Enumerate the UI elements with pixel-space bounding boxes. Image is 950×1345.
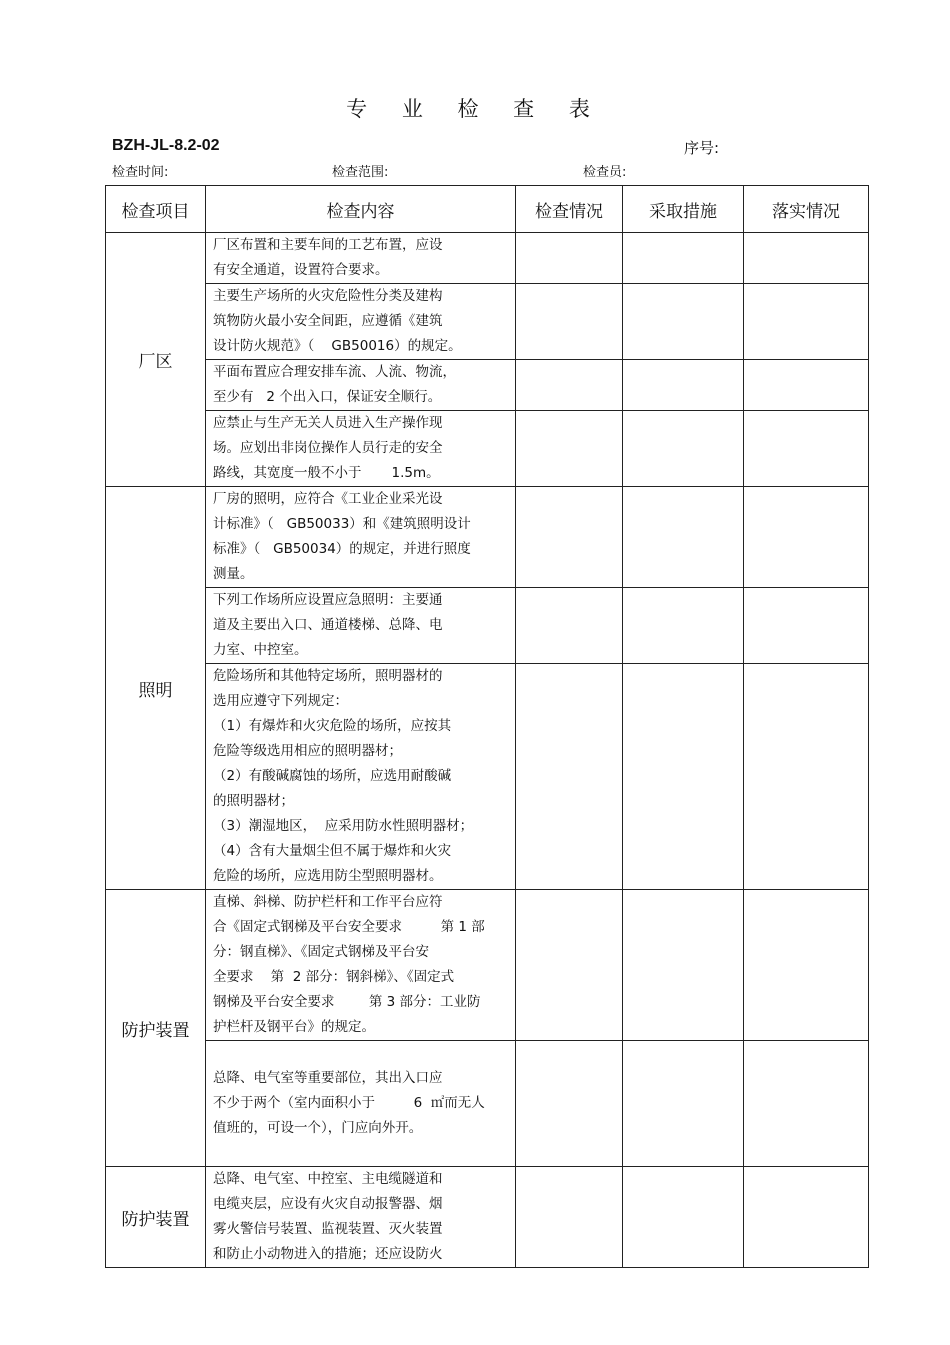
content-line: 总降、电气室等重要部位，其出入口应: [213, 1070, 443, 1086]
implementation-cell[interactable]: [744, 1041, 869, 1167]
content-line: 电缆夹层，应设有火灾自动报警器、烟: [213, 1196, 443, 1212]
table-row: [106, 487, 869, 588]
measures-cell[interactable]: [623, 487, 744, 588]
category-cell: 防护装置: [106, 890, 206, 1167]
content-line: 设计防火规范》（ GB50016）的规定。: [213, 338, 462, 354]
content-cell: [206, 360, 516, 411]
content-line: 力室、中控室。: [213, 642, 308, 658]
content-cell: [206, 233, 516, 284]
measures-cell[interactable]: [623, 411, 744, 487]
status-cell[interactable]: [516, 487, 623, 588]
implementation-cell[interactable]: [744, 411, 869, 487]
content-line: 全要求 第 2 部分：钢斜梯》、《固定式: [213, 969, 455, 985]
content-line: 厂区布置和主要车间的工艺布置，应设: [213, 237, 443, 253]
content-line: 直梯、斜梯、防护栏杆和工作平台应符: [213, 894, 443, 910]
content-line: 场。应划出非岗位操作人员行走的安全: [213, 440, 443, 456]
header-measures: 采取措施: [623, 186, 744, 233]
implementation-cell[interactable]: [744, 487, 869, 588]
table-row: [106, 360, 869, 411]
table-row: [106, 890, 869, 1041]
content-line: 危险等级选用相应的照明器材；: [213, 743, 402, 759]
table-row: [106, 284, 869, 360]
header-implementation: 落实情况: [744, 186, 869, 233]
table-row: [106, 1041, 869, 1167]
content-line: 平面布置应合理安排车流、人流、物流，: [213, 364, 456, 380]
content-line: 路线，其宽度一般不小于 1.5m。: [213, 465, 440, 481]
measures-cell[interactable]: [623, 360, 744, 411]
category-cell: 厂区: [106, 233, 206, 487]
status-cell[interactable]: [516, 411, 623, 487]
content-cell: [206, 284, 516, 360]
content-line: 危险的场所，应选用防尘型照明器材。: [213, 868, 443, 884]
status-cell[interactable]: [516, 284, 623, 360]
content-line: （4）含有大量烟尘但不属于爆炸和火灾: [213, 843, 452, 859]
measures-cell[interactable]: [623, 284, 744, 360]
content-cell: [206, 588, 516, 664]
content-cell: [206, 487, 516, 588]
table-row: [106, 664, 869, 890]
inspection-scope-label: 检查范围:: [332, 165, 389, 180]
implementation-cell[interactable]: [744, 233, 869, 284]
implementation-cell[interactable]: [744, 664, 869, 890]
measures-cell[interactable]: [623, 890, 744, 1041]
content-line: 合《固定式钢梯及平台安全要求 第 1 部: [213, 919, 485, 935]
category-cell: 照明: [106, 487, 206, 890]
content-line: 厂房的照明，应符合《工业企业采光设: [213, 491, 443, 507]
implementation-cell[interactable]: [744, 890, 869, 1041]
table-row: [106, 1167, 869, 1268]
content-line: 护栏杆及钢平台》的规定。: [213, 1019, 375, 1035]
header-status: 检查情况: [516, 186, 623, 233]
content-line: 危险场所和其他特定场所，照明器材的: [213, 668, 443, 684]
inspection-time-label: 检查时间:: [112, 165, 169, 180]
status-cell[interactable]: [516, 233, 623, 284]
implementation-cell[interactable]: [744, 1167, 869, 1268]
header-item: 检查项目: [106, 186, 206, 233]
content-cell: [206, 890, 516, 1041]
content-line: 标准》（ GB50034）的规定，并进行照度: [213, 541, 471, 557]
inspector-label: 检查员:: [583, 165, 627, 180]
status-cell[interactable]: [516, 1041, 623, 1167]
content-line: （3）潮湿地区， 应采用防水性照明器材；: [213, 818, 474, 834]
content-line: 选用应遵守下列规定：: [213, 693, 348, 709]
header-content: 检查内容: [206, 186, 516, 233]
content-line: 下列工作场所应设置应急照明：主要通: [213, 592, 443, 608]
content-cell: [206, 1167, 516, 1268]
measures-cell[interactable]: [623, 664, 744, 890]
content-line: 筑物防火最小安全间距，应遵循《建筑: [213, 313, 443, 329]
serial-number-label: 序号:: [684, 139, 720, 157]
inspection-table: [105, 185, 869, 1268]
content-line: 道及主要出入口、通道楼梯、总降、电: [213, 617, 443, 633]
content-cell: [206, 1041, 516, 1167]
content-line: 至少有 2 个出入口，保证安全顺行。: [213, 389, 442, 405]
content-line: 总降、电气室、中控室、主电缆隧道和: [213, 1171, 443, 1187]
status-cell[interactable]: [516, 1167, 623, 1268]
content-line: 测量。: [213, 566, 254, 582]
content-line: 雾火警信号装置、监视装置、灭火装置: [213, 1221, 443, 1237]
content-line: 主要生产场所的火灾危险性分类及建构: [213, 288, 443, 304]
content-line: 和防止小动物进入的措施；还应设防火: [213, 1246, 443, 1262]
content-line: 有安全通道，设置符合要求。: [213, 262, 389, 278]
status-cell[interactable]: [516, 360, 623, 411]
implementation-cell[interactable]: [744, 284, 869, 360]
page-title: 专 业 检 查 表: [346, 97, 604, 121]
measures-cell[interactable]: [623, 588, 744, 664]
measures-cell[interactable]: [623, 1167, 744, 1268]
document-code: BZH-JL-8.2-02: [112, 137, 220, 154]
content-line: 的照明器材；: [213, 793, 294, 809]
content-line: 不少于两个（室内面积小于 6 ㎡而无人: [213, 1095, 485, 1111]
content-line: 值班的，可设一个），门应向外开。: [213, 1120, 423, 1136]
content-line: 计标准》（ GB50033）和《建筑照明设计: [213, 516, 471, 532]
content-line: 分：钢直梯》、《固定式钢梯及平台安: [213, 944, 429, 960]
content-line: （2）有酸碱腐蚀的场所，应选用耐酸碱: [213, 768, 452, 784]
category-cell: 防护装置: [106, 1167, 206, 1268]
content-cell: [206, 664, 516, 890]
content-cell: [206, 411, 516, 487]
content-line: （1）有爆炸和火灾危险的场所，应按其: [213, 718, 452, 734]
status-cell[interactable]: [516, 664, 623, 890]
content-line: [213, 1041, 509, 1066]
implementation-cell[interactable]: [744, 360, 869, 411]
implementation-cell[interactable]: [744, 588, 869, 664]
table-header-row: [106, 186, 869, 233]
table-row: [106, 588, 869, 664]
content-line: 钢梯及平台安全要求 第 3 部分：工业防: [213, 994, 481, 1010]
measures-cell[interactable]: [623, 233, 744, 284]
table-row: [106, 233, 869, 284]
status-cell[interactable]: [516, 890, 623, 1041]
table-row: [106, 411, 869, 487]
measures-cell[interactable]: [623, 1041, 744, 1167]
status-cell[interactable]: [516, 588, 623, 664]
content-line: 应禁止与生产无关人员进入生产操作现: [213, 415, 443, 431]
